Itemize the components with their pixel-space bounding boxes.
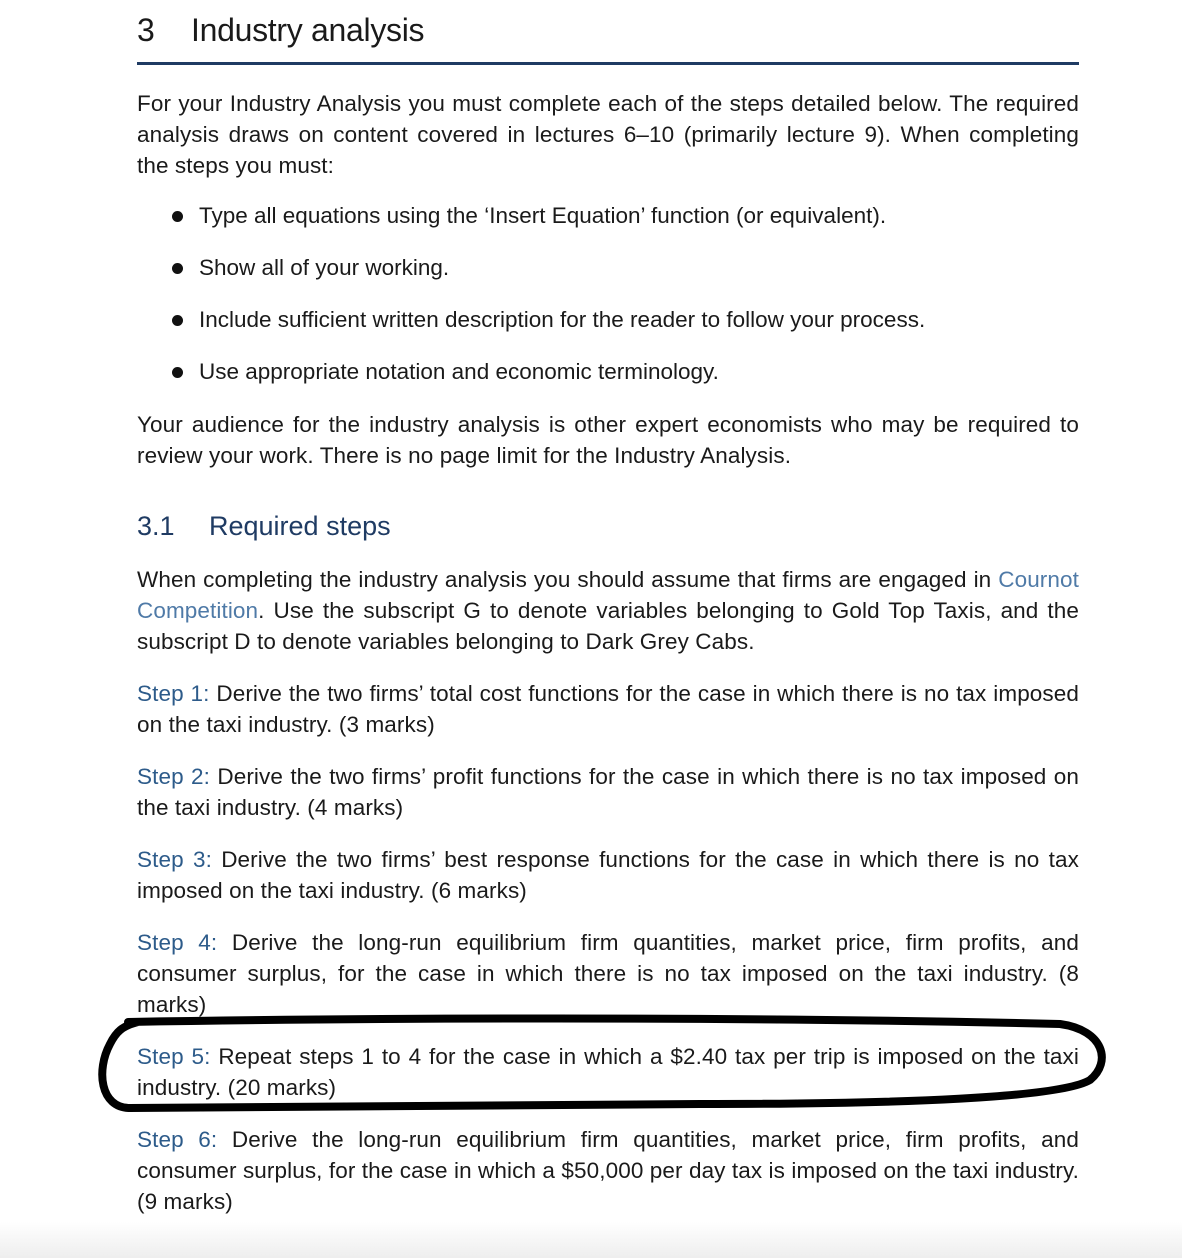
step-label: Step 2: [137, 764, 210, 789]
step-5: Step 5: Repeat steps 1 to 4 for the case in which a $2.40 tax per trip is imposed on the taxi industry. (20 marks) [137, 1044, 1079, 1100]
list-item: Type all equations using the ‘Insert Equation’ function (or equivalent). [171, 200, 1071, 252]
section-number: 3 [137, 12, 155, 48]
step-label: Step 6: [137, 1127, 218, 1152]
step-label: Step 1: [137, 681, 210, 706]
audience-paragraph: Your audience for the industry analysis is other expert economists who may be required to review your work. There is no page limit for the Industry Analysis. [137, 412, 1079, 468]
step-2: Step 2: Derive the two firms’ profit functions for the case in which there is no tax imposed on the taxi industry. (4 marks) [137, 764, 1079, 820]
step-label: Step 4: [137, 930, 218, 955]
step-label: Step 5: [137, 1044, 211, 1069]
list-item: Include sufficient written description for the reader to follow your process. [171, 304, 1071, 356]
intro-paragraph: For your Industry Analysis you must complete each of the steps detailed below. The required analysis draws on content covered in lectures 6–10 (primarily lecture 9). When completing the steps you must: [137, 91, 1079, 178]
step-6: Step 6: Derive the long-run equilibrium firm quantities, market price, firm profits, and consumer surplus, for the case in which a $50,000 per day tax is imposed on the taxi industry. (9 marks) [137, 1127, 1079, 1214]
list-item: Show all of your working. [171, 252, 1071, 304]
section-title: Industry analysis [191, 12, 425, 48]
subsection-number: 3.1 [137, 511, 175, 541]
cournot-competition-link[interactable]: Cournot Competition [137, 567, 1079, 623]
assumption-paragraph: When completing the industry analysis you should assume that firms are engaged in Cournot Competition. Use the subscript G to denote variables belonging to Gold Top Taxis, and the subscript D to denote variables belonging to Dark Grey Cabs. [137, 567, 1079, 654]
step-label: Step 3: [137, 847, 212, 872]
step-4: Step 4: Derive the long-run equilibrium firm quantities, market price, firm profits, and consumer surplus, for the case in which there is no tax imposed on the taxi industry. (8 marks) [137, 930, 1079, 1017]
subsection-title: Required steps [209, 511, 391, 541]
list-item: Use appropriate notation and economic terminology. [171, 356, 1071, 408]
page-bottom-shade [0, 1222, 1182, 1258]
step-1: Step 1: Derive the two firms’ total cost functions for the case in which there is no tax imposed on the taxi industry. (3 marks) [137, 681, 1079, 737]
step-3: Step 3: Derive the two firms’ best response functions for the case in which there is no tax imposed on the taxi industry. (6 marks) [137, 847, 1079, 903]
